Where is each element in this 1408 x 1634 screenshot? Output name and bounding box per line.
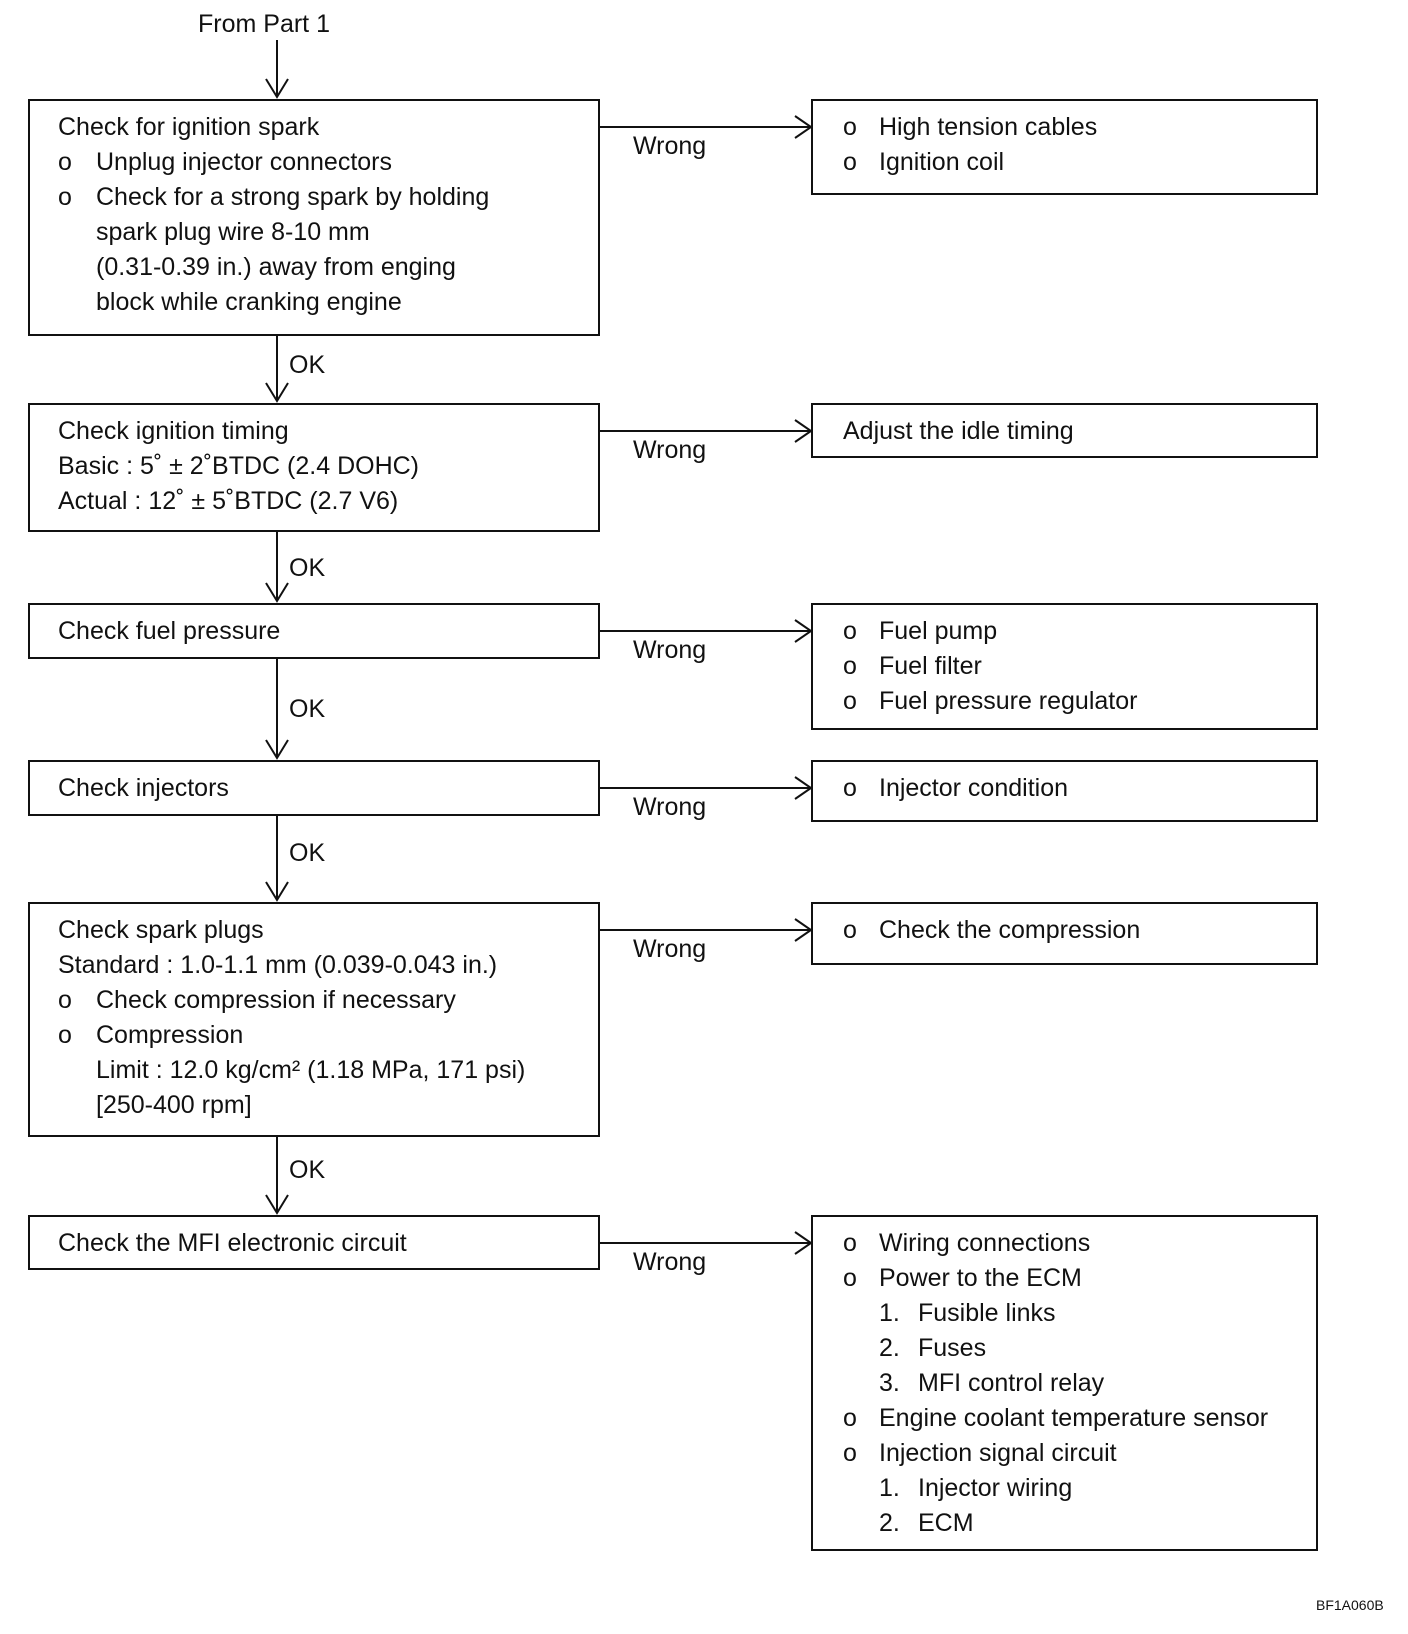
- wrong-label: Wrong: [633, 636, 707, 664]
- remedy-text-line: Injection signal circuit: [879, 1439, 1117, 1467]
- bullet-icon: o: [58, 1021, 72, 1049]
- number-marker: 2.: [879, 1334, 900, 1362]
- step-text-line: Standard : 1.0-1.1 mm (0.039-0.043 in.): [58, 951, 498, 979]
- bullet-icon: o: [843, 113, 857, 141]
- wrong-label: Wrong: [633, 436, 707, 464]
- wrong-label: Wrong: [633, 132, 707, 160]
- remedy-text-line: Injector condition: [879, 774, 1069, 802]
- ok-label: OK: [289, 839, 326, 867]
- remedy-text-line: Fusible links: [918, 1299, 1056, 1327]
- figure-code: BF1A060B: [1316, 1597, 1384, 1613]
- step-text-line: Check injectors: [58, 774, 229, 802]
- number-marker: 1.: [879, 1299, 900, 1327]
- step-text-line: Check for a strong spark by holding: [96, 183, 490, 211]
- step-text-line: [250-400 rpm]: [96, 1091, 252, 1119]
- number-marker: 2.: [879, 1509, 900, 1537]
- step-text-line: spark plug wire 8-10 mm: [96, 218, 370, 246]
- bullet-icon: o: [843, 1404, 857, 1432]
- wrong-label: Wrong: [633, 935, 707, 963]
- bullet-icon: o: [843, 916, 857, 944]
- ok-label: OK: [289, 1156, 326, 1184]
- bullet-icon: o: [843, 774, 857, 802]
- remedy-text-line: ECM: [918, 1509, 974, 1537]
- wrong-label: Wrong: [633, 1248, 707, 1276]
- bullet-icon: o: [843, 652, 857, 680]
- step-text-line: Check for ignition spark: [58, 113, 320, 141]
- remedy-text-line: Check the compression: [879, 916, 1141, 944]
- step-text-line: Check compression if necessary: [96, 986, 456, 1014]
- remedy-text-line: Power to the ECM: [879, 1264, 1082, 1292]
- step-text-line: Limit : 12.0 kg/cm² (1.18 MPa, 171 psi): [96, 1056, 526, 1084]
- step-text-line: Unplug injector connectors: [96, 148, 392, 176]
- bullet-icon: o: [58, 183, 72, 211]
- remedy-text-line: Fuel pump: [879, 617, 998, 645]
- remedy-text-line: High tension cables: [879, 113, 1098, 141]
- bullet-icon: o: [843, 687, 857, 715]
- ok-label: OK: [289, 554, 326, 582]
- remedy-text-line: Ignition coil: [879, 148, 1005, 176]
- remedy-text-line: Engine coolant temperature sensor: [879, 1404, 1269, 1432]
- remedy-text-line: Wiring connections: [879, 1229, 1091, 1257]
- number-marker: 1.: [879, 1474, 900, 1502]
- start-label: From Part 1: [198, 10, 330, 38]
- ok-label: OK: [289, 351, 326, 379]
- bullet-icon: o: [843, 1229, 857, 1257]
- bullet-icon: o: [843, 617, 857, 645]
- remedy-text-line: Injector wiring: [918, 1474, 1073, 1502]
- step-text-line: Check ignition timing: [58, 417, 289, 445]
- bullet-icon: o: [58, 148, 72, 176]
- step-text-line: Check spark plugs: [58, 916, 264, 944]
- step-text-line: Actual : 12˚ ± 5˚BTDC (2.7 V6): [58, 487, 399, 515]
- ok-label: OK: [289, 695, 326, 723]
- bullet-icon: o: [843, 148, 857, 176]
- remedy-text-line: Fuses: [918, 1334, 987, 1362]
- remedy-text-line: MFI control relay: [918, 1369, 1105, 1397]
- step-text-line: Check fuel pressure: [58, 617, 281, 645]
- step-text-line: Compression: [96, 1021, 244, 1049]
- bullet-icon: o: [58, 986, 72, 1014]
- step-text-line: Basic : 5˚ ± 2˚BTDC (2.4 DOHC): [58, 452, 419, 480]
- remedy-text-line: Fuel pressure regulator: [879, 687, 1138, 715]
- wrong-label: Wrong: [633, 793, 707, 821]
- remedy-text-line: Fuel filter: [879, 652, 982, 680]
- number-marker: 3.: [879, 1369, 900, 1397]
- step-text-line: Check the MFI electronic circuit: [58, 1229, 407, 1257]
- bullet-icon: o: [843, 1264, 857, 1292]
- step-text-line: block while cranking engine: [96, 288, 402, 316]
- bullet-icon: o: [843, 1439, 857, 1467]
- remedy-text-line: Adjust the idle timing: [843, 417, 1074, 445]
- step-text-line: (0.31-0.39 in.) away from enging: [96, 253, 456, 281]
